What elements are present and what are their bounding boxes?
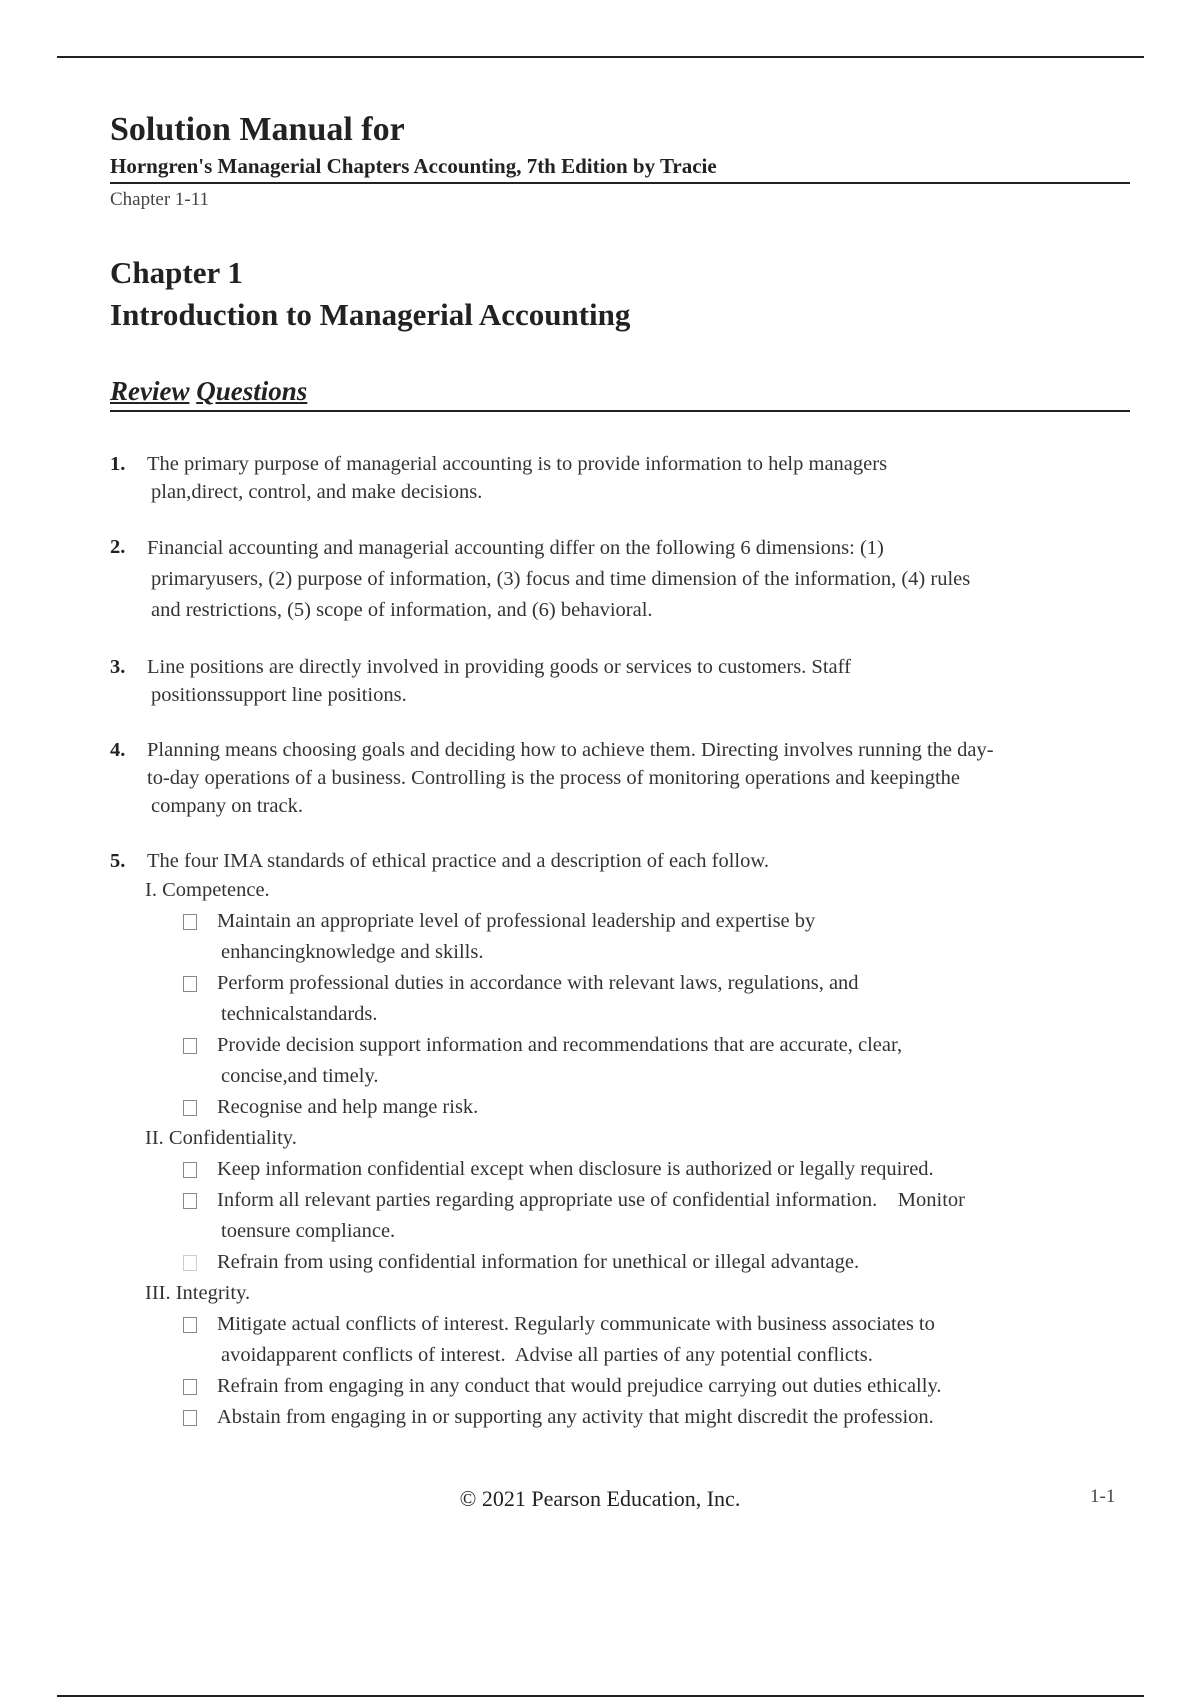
document-subtitle: Horngren's Managerial Chapters Accounting, 7th Edition by Tracie [110, 152, 1130, 184]
list-item-line: technicalstandards. [221, 1003, 378, 1025]
question-line: Planning means choosing goals and deciding how to achieve them. Directing involves running the day- [147, 739, 994, 761]
chapter-range: Chapter 1-11 [110, 189, 210, 210]
list-item-text [217, 968, 1130, 1030]
checkbox-glyph-icon [183, 1317, 197, 1333]
checkbox-glyph-icon [183, 1410, 197, 1426]
top-rule [57, 56, 1144, 58]
chapter-heading [110, 252, 1130, 336]
list-item-line: Refrain from engaging in any conduct that would prejudice carrying out duties ethically. [217, 1375, 942, 1397]
list-item-text [217, 1371, 1130, 1402]
list-item [183, 1371, 1130, 1402]
question-line: Financial accounting and managerial accounting differ on the following 6 dimensions: (1) [147, 537, 884, 559]
list-item-line: enhancingknowledge and skills. [221, 941, 484, 963]
question-2 [110, 533, 1130, 626]
question-1 [110, 450, 1130, 506]
section-heading [110, 374, 1130, 412]
checkbox-glyph-icon [183, 1038, 197, 1054]
list-item-line: Perform professional duties in accordance with relevant laws, regulations, and [217, 972, 859, 994]
checkbox-glyph-icon [183, 1100, 197, 1116]
list-item [183, 1402, 1130, 1433]
review-questions [110, 450, 1130, 1433]
copyright-footer: © 2021 Pearson Education, Inc. [459, 1486, 741, 1511]
list-item [183, 1247, 1130, 1278]
list-item-line: Recognise and help mange risk. [217, 1096, 479, 1118]
list-item-text [217, 1092, 1130, 1123]
section-heading-word2: Questions [196, 376, 308, 406]
list-item [183, 1309, 1130, 1371]
list-item-line: Inform all relevant parties regarding appropriate use of confidential information. Monitor [217, 1189, 965, 1211]
list-item-text [217, 1247, 1130, 1278]
page-number: 1-1 [1090, 1486, 1116, 1507]
list-item [183, 1154, 1130, 1185]
question-number: 3. [110, 656, 126, 678]
list-item-text [217, 906, 1130, 968]
checkbox-glyph-icon [183, 976, 197, 992]
question-line: plan,direct, control, and make decisions. [151, 481, 483, 503]
list-item-text [217, 1309, 1130, 1371]
standard-heading-integrity: III. Integrity. [145, 1282, 251, 1304]
standard-heading-confidentiality: II. Confidentiality. [145, 1127, 297, 1149]
list-item-line: concise,and timely. [221, 1065, 379, 1087]
question-number: 4. [110, 739, 126, 761]
checkbox-glyph-icon [183, 1255, 197, 1271]
chapter-name: Introduction to Managerial Accounting [110, 297, 631, 332]
list-item [183, 1092, 1130, 1123]
checkbox-glyph-icon [183, 1193, 197, 1209]
bottom-rule [57, 1695, 1144, 1697]
list-item-text [217, 1030, 1130, 1092]
list-item [183, 968, 1130, 1030]
question-number: 5. [110, 850, 126, 872]
question-line: company on track. [151, 795, 303, 817]
document-title: Solution Manual for [110, 111, 405, 148]
standard-heading-competence: I. Competence. [145, 879, 270, 901]
question-line: primaryusers, (2) purpose of information, (3) focus and time dimension of the information, (4) rules [151, 568, 971, 590]
question-text [147, 533, 1130, 626]
chapter-number: Chapter 1 [110, 255, 243, 290]
question-text [147, 847, 1130, 875]
question-text [147, 736, 1130, 820]
question-text [147, 653, 1130, 709]
list-item-text [217, 1185, 1130, 1247]
page-content [110, 108, 1130, 1433]
list-item-line: avoidapparent conflicts of interest. Advise all parties of any potential conflicts. [221, 1344, 873, 1366]
list-item-line: Provide decision support information and recommendations that are accurate, clear, [217, 1034, 903, 1056]
question-number: 2. [110, 536, 126, 558]
checkbox-glyph-icon [183, 914, 197, 930]
list-item-text [217, 1154, 1130, 1185]
question-3 [110, 653, 1130, 709]
list-item-line: Keep information confidential except when disclosure is authorized or legally required. [217, 1158, 934, 1180]
question-line: The primary purpose of managerial accounting is to provide information to help managers [147, 453, 888, 475]
list-item-line: Mitigate actual conflicts of interest. Regularly communicate with business associates to [217, 1313, 935, 1335]
list-item-line: toensure compliance. [221, 1220, 396, 1242]
list-item [183, 1185, 1130, 1247]
question-line: The four IMA standards of ethical practice and a description of each follow. [147, 850, 769, 872]
list-item [183, 906, 1130, 968]
question-number: 1. [110, 453, 126, 475]
list-item-text [217, 1402, 1130, 1433]
section-heading-word1: Review [110, 376, 190, 406]
list-item [183, 1030, 1130, 1092]
question-line: and restrictions, (5) scope of information, and (6) behavioral. [151, 599, 653, 621]
question-line: positionssupport line positions. [151, 684, 407, 706]
question-text [147, 450, 1130, 506]
list-item-line: Refrain from using confidential information for unethical or illegal advantage. [217, 1251, 860, 1273]
question-4 [110, 736, 1130, 820]
question-line: Line positions are directly involved in providing goods or services to customers. Staff [147, 656, 851, 678]
list-item-line: Maintain an appropriate level of professional leadership and expertise by [217, 910, 816, 932]
checkbox-glyph-icon [183, 1162, 197, 1178]
question-line: to-day operations of a business. Controlling is the process of monitoring operations and keepingthe [147, 767, 961, 789]
list-item-line: Abstain from engaging in or supporting any activity that might discredit the profession. [217, 1406, 934, 1428]
checkbox-glyph-icon [183, 1379, 197, 1395]
question-5 [110, 847, 1130, 875]
